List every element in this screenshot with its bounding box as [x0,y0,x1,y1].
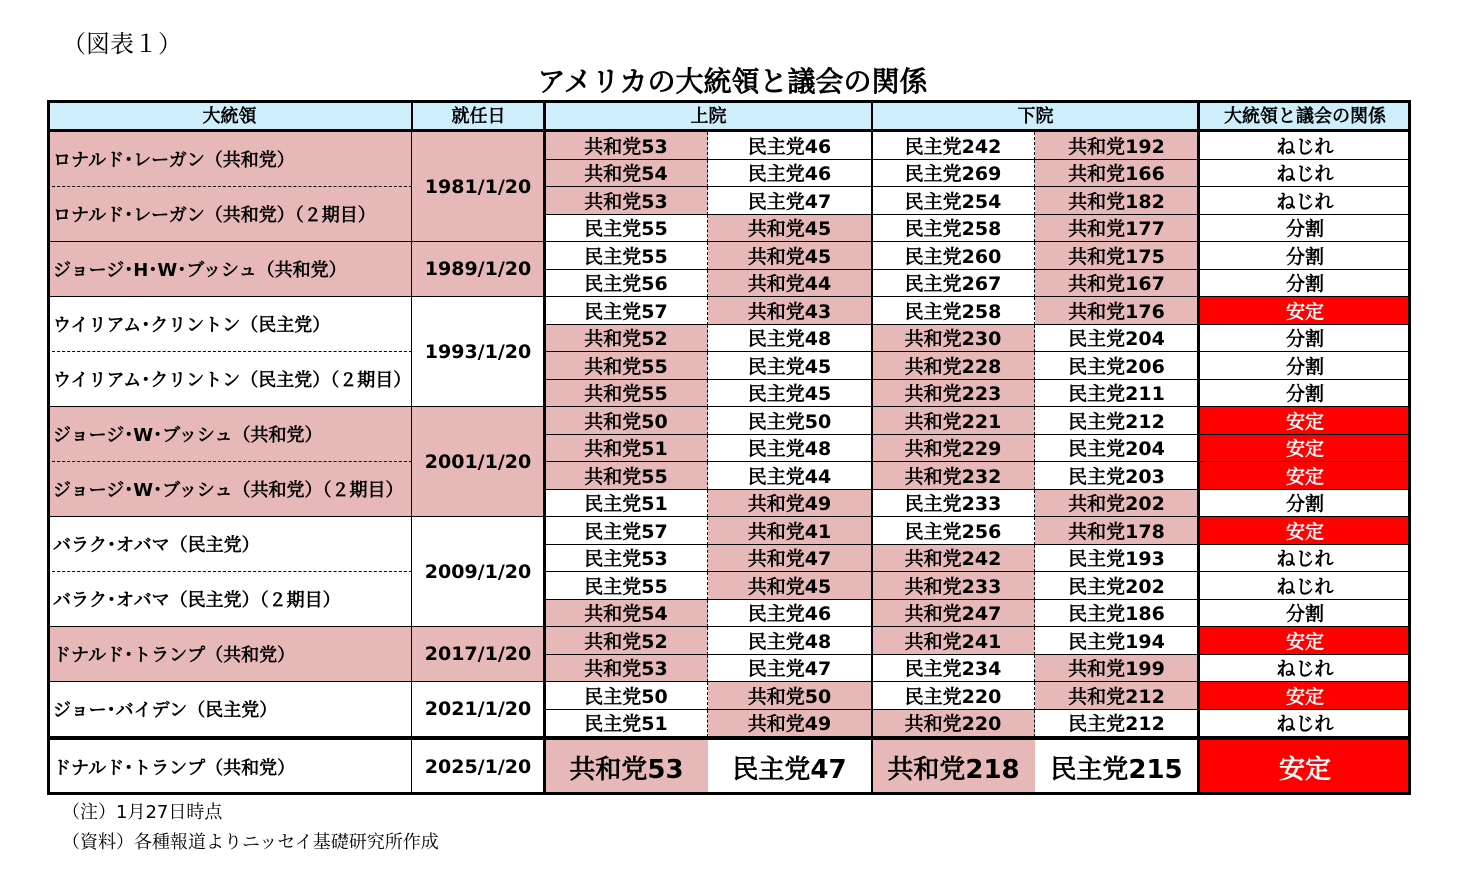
chart-title: アメリカの大統領と議会の関係 [537,65,928,98]
relation-status: 分割 [1199,600,1411,628]
president-name: ドナルド･トランプ（共和党） [47,627,412,682]
senate-seats: 民主党55 [545,215,708,243]
senate-seats: 民主党46 [708,600,872,628]
senate-seats: 共和党54 [545,160,708,188]
senate-seats: 民主党45 [708,352,872,380]
figure-label: （図表１） [62,30,182,58]
senate-seats: 共和党55 [545,352,708,380]
house-seats: 共和党228 [872,352,1035,380]
senate-seats: 共和党47 [708,545,872,573]
senate-seats: 共和党53 [545,132,708,160]
senate-seats-latest: 民主党47 [708,739,872,795]
president-name: ジョージ･H･W･ブッシュ（共和党） [47,242,412,297]
house-seats: 民主党260 [872,242,1035,270]
house-seats: 共和党241 [872,627,1035,655]
senate-seats: 共和党45 [708,572,872,600]
relation-status: 分割 [1199,352,1411,380]
house-seats: 民主党211 [1035,380,1199,408]
relation-status: ねじれ [1199,132,1411,160]
senate-seats-latest: 共和党53 [545,739,708,795]
relation-status: 分割 [1199,270,1411,298]
house-seats: 民主党220 [872,682,1035,710]
house-seats: 民主党204 [1035,325,1199,353]
senate-seats: 共和党55 [545,462,708,490]
senate-seats: 民主党46 [708,132,872,160]
relation-status: 安定 [1199,682,1411,710]
senate-seats: 民主党51 [545,490,708,518]
house-seats: 共和党232 [872,462,1035,490]
relation-status: 安定 [1199,627,1411,655]
relation-status: 安定 [1199,297,1411,325]
header-president: 大統領 [47,100,412,130]
house-seats: 民主党186 [1035,600,1199,628]
relation-status: 分割 [1199,380,1411,408]
senate-seats: 共和党44 [708,270,872,298]
house-seats: 共和党242 [872,545,1035,573]
relation-status: ねじれ [1199,160,1411,188]
senate-seats: 共和党51 [545,435,708,463]
president-name: ジョージ･W･ブッシュ（共和党）（２期目） [47,462,412,517]
house-seats: 民主党234 [872,655,1035,683]
senate-seats: 共和党49 [708,490,872,518]
house-seats: 民主党193 [1035,545,1199,573]
header-inauguration: 就任日 [412,100,545,130]
relation-status-latest: 安定 [1199,739,1411,795]
relation-status: 分割 [1199,325,1411,353]
senate-seats: 民主党51 [545,710,708,738]
senate-seats: 民主党56 [545,270,708,298]
house-seats: 民主党212 [1035,407,1199,435]
senate-seats: 民主党48 [708,435,872,463]
house-seats: 民主党254 [872,187,1035,215]
senate-seats: 民主党50 [545,682,708,710]
senate-seats: 共和党52 [545,627,708,655]
house-seats: 民主党242 [872,132,1035,160]
senate-seats: 民主党46 [708,160,872,188]
house-seats: 共和党202 [1035,490,1199,518]
house-seats: 共和党175 [1035,242,1199,270]
president-name: ジョー･バイデン（民主党） [47,682,412,737]
house-seats: 民主党258 [872,215,1035,243]
senate-seats: 民主党55 [545,572,708,600]
senate-seats: 民主党48 [708,325,872,353]
house-seats: 共和党223 [872,380,1035,408]
source-note: （資料）各種報道よりニッセイ基礎研究所作成 [62,832,439,853]
house-seats: 共和党178 [1035,517,1199,545]
relation-status: ねじれ [1199,187,1411,215]
inauguration-date: 1989/1/20 [412,242,545,297]
house-seats: 民主党269 [872,160,1035,188]
senate-seats: 共和党49 [708,710,872,738]
inauguration-date: 1981/1/20 [412,132,545,242]
header-senate: 上院 [545,100,872,130]
house-seats: 民主党233 [872,490,1035,518]
house-seats: 民主党258 [872,297,1035,325]
relation-status: ねじれ [1199,572,1411,600]
president-congress-table [47,100,1411,795]
senate-seats: 民主党47 [708,187,872,215]
senate-seats: 民主党47 [708,655,872,683]
house-seats: 民主党256 [872,517,1035,545]
inauguration-date: 2021/1/20 [412,682,545,737]
senate-seats: 共和党55 [545,380,708,408]
inauguration-date: 1993/1/20 [412,297,545,407]
relation-status: 安定 [1199,435,1411,463]
president-name-latest: ドナルド･トランプ（共和党） [47,739,412,795]
relation-status: ねじれ [1199,545,1411,573]
relation-status: 安定 [1199,462,1411,490]
senate-seats: 共和党53 [545,655,708,683]
relation-status: 安定 [1199,407,1411,435]
inauguration-date: 2001/1/20 [412,407,545,517]
senate-seats: 民主党55 [545,242,708,270]
house-seats: 民主党202 [1035,572,1199,600]
house-seats: 民主党204 [1035,435,1199,463]
senate-seats: 共和党45 [708,242,872,270]
senate-seats: 共和党43 [708,297,872,325]
house-seats-latest: 共和党218 [872,739,1035,795]
relation-status: ねじれ [1199,710,1411,738]
house-seats: 共和党212 [1035,682,1199,710]
inauguration-date: 2017/1/20 [412,627,545,682]
house-seats: 民主党194 [1035,627,1199,655]
senate-seats: 民主党50 [708,407,872,435]
house-seats: 民主党206 [1035,352,1199,380]
senate-seats: 民主党57 [545,517,708,545]
relation-status: ねじれ [1199,655,1411,683]
senate-seats: 共和党52 [545,325,708,353]
senate-seats: 民主党45 [708,380,872,408]
senate-seats: 共和党50 [545,407,708,435]
house-seats: 共和党247 [872,600,1035,628]
senate-seats: 民主党44 [708,462,872,490]
president-name: ウイリアム･クリントン（民主党）（２期目） [47,352,412,407]
house-seats: 共和党199 [1035,655,1199,683]
house-seats: 共和党229 [872,435,1035,463]
inauguration-date-latest: 2025/1/20 [412,739,545,795]
house-seats: 共和党192 [1035,132,1199,160]
house-seats: 民主党203 [1035,462,1199,490]
header-relation: 大統領と議会の関係 [1199,100,1411,130]
senate-seats: 共和党53 [545,187,708,215]
relation-status: 分割 [1199,490,1411,518]
senate-seats: 共和党41 [708,517,872,545]
president-name: ロナルド･レーガン（共和党） [47,132,412,187]
house-seats: 共和党230 [872,325,1035,353]
senate-seats: 共和党54 [545,600,708,628]
president-name: バラク･オバマ（民主党） [47,517,412,572]
house-seats: 共和党166 [1035,160,1199,188]
president-name: ジョージ･W･ブッシュ（共和党） [47,407,412,462]
relation-status: 分割 [1199,215,1411,243]
house-seats: 共和党182 [1035,187,1199,215]
house-seats: 共和党233 [872,572,1035,600]
senate-seats: 民主党53 [545,545,708,573]
house-seats: 共和党221 [872,407,1035,435]
senate-seats: 共和党45 [708,215,872,243]
house-seats: 共和党176 [1035,297,1199,325]
house-seats: 民主党212 [1035,710,1199,738]
president-name: ウイリアム･クリントン（民主党） [47,297,412,352]
senate-seats: 民主党57 [545,297,708,325]
house-seats: 民主党267 [872,270,1035,298]
president-name: ロナルド･レーガン（共和党）（２期目） [47,187,412,242]
senate-seats: 共和党50 [708,682,872,710]
house-seats: 共和党167 [1035,270,1199,298]
house-seats: 共和党220 [872,710,1035,738]
footnote: （注）1月27日時点 [62,802,223,823]
house-seats-latest: 民主党215 [1035,739,1199,795]
inauguration-date: 2009/1/20 [412,517,545,627]
president-name: バラク･オバマ（民主党）（２期目） [47,572,412,627]
house-seats: 共和党177 [1035,215,1199,243]
relation-status: 安定 [1199,517,1411,545]
header-house: 下院 [872,100,1199,130]
senate-seats: 民主党48 [708,627,872,655]
relation-status: 分割 [1199,242,1411,270]
